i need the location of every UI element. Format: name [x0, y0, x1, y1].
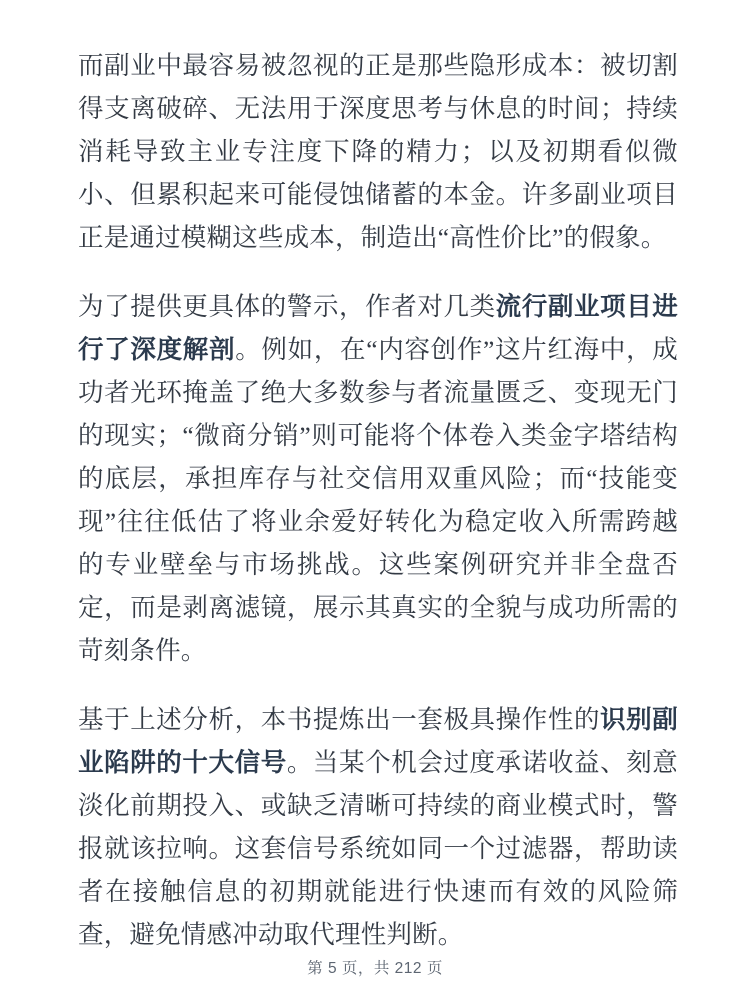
highlighted-phrase: 识别副业陷阱的十大信号	[78, 705, 678, 777]
highlighted-phrase: 流行副业项目进行了深度解剖	[78, 292, 678, 364]
paragraph	[78, 698, 678, 956]
paragraph	[78, 44, 678, 259]
text-run: 。当某个机会过度承诺收益、刻意淡化前期投入、或缺乏清晰可持续的商业模式时，警报就该拉响。这套信号系统如同一个过滤器，帮助读者在接触信息的初期就能进行快速而有效的风险筛查，避免情感冲动取代理性判断。	[78, 748, 678, 949]
text-run: 为了提供更具体的警示，作者对几类	[78, 292, 496, 321]
page-body	[78, 44, 678, 956]
text-run: 。例如，在“内容创作”这片红海中，成功者光环掩盖了绝大多数参与者流量匮乏、变现无门的现实；“微商分销”则可能将个体卷入类金字塔结构的底层，承担库存与社交信用双重风险；而“技能变现”往往低估了将业余爱好转化为稳定收入所需跨越的专业壁垒与市场挑战。这些案例研究并非全盘否定，而是剥离滤镜，展示其真实的全貌与成功所需的苛刻条件。	[78, 335, 678, 665]
text-run: 基于上述分析，本书提炼出一套极具操作性的	[78, 705, 601, 734]
text-run: 而副业中最容易被忽视的正是那些隐形成本：被切割得支离破碎、无法用于深度思考与休息的时间；持续消耗导致主业专注度下降的精力；以及初期看似微小、但累积起来可能侵蚀储蓄的本金。许多副业项目正是通过模糊这些成本，制造出“高性价比”的假象。	[78, 51, 678, 252]
page-footer: 第 5 页，共 212 页	[307, 960, 443, 977]
paragraph	[78, 285, 678, 672]
